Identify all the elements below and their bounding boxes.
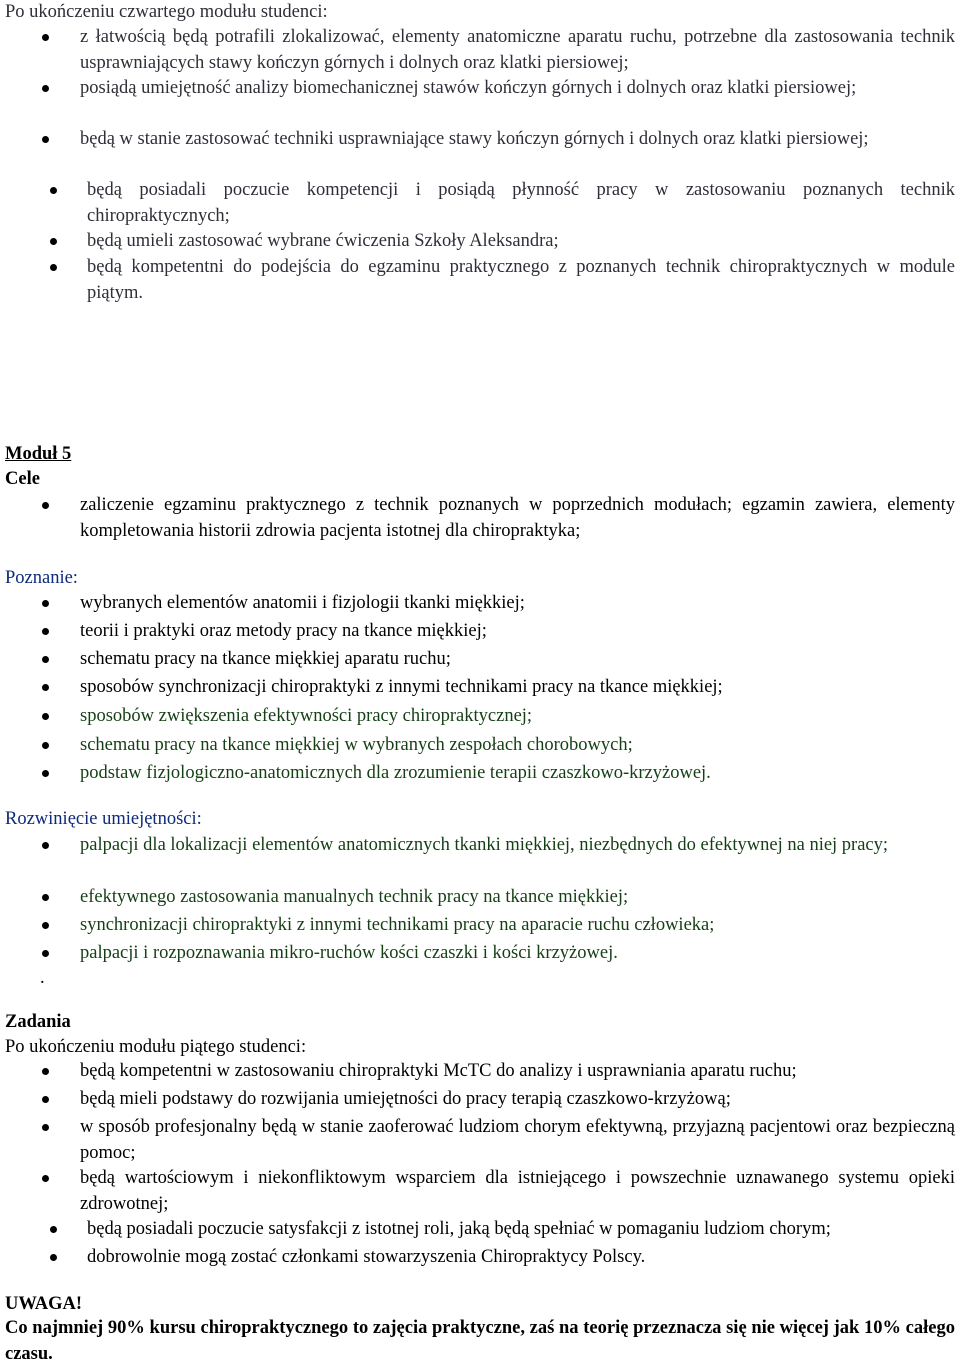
note-text: Co najmniej 90% kursu chiropraktycznego to zajęcia praktyczne, zaś na teorię przeznacza się nie więcej jak 10% całego czasu. xyxy=(5,1318,955,1364)
poznanie-list xyxy=(0,591,955,789)
bullet-icon xyxy=(42,1068,49,1075)
list-item: podstaw fizjologiczno-anatomicznych dla zrozumienie terapii czaszkowo-krzyżowej. xyxy=(0,761,955,789)
bullet-icon xyxy=(42,894,49,901)
bullet-icon xyxy=(50,238,57,245)
zadania-list xyxy=(0,1059,955,1273)
list-item: będą mieli podstawy do rozwijania umiejętności do pracy terapią czaszkowo-krzyżową; xyxy=(0,1087,955,1115)
module5-title: Moduł 5 xyxy=(5,444,72,464)
list-item: będą umieli zastosować wybrane ćwiczenia Szkoły Aleksandra; xyxy=(0,229,955,255)
list-item: będą kompetentni w zastosowaniu chiropraktyki McTC do analizy i usprawniania aparatu ruchu; xyxy=(0,1059,955,1087)
list-item: posiądą umiejętność analizy biomechanicznej stawów kończyn górnych i dolnych oraz klatki piersiowej; xyxy=(0,76,955,127)
cele-list xyxy=(0,493,955,544)
bullet-icon xyxy=(42,34,49,41)
list-item: zaliczenie egzaminu praktycznego z technik poznanych w poprzednich modułach; egzamin zawiera, elementy kompletowania historii zdrowia pacjenta istotnej dla chiropraktyka; xyxy=(0,493,955,544)
bullet-icon xyxy=(42,600,49,607)
bullet-icon xyxy=(42,85,49,92)
bullet-icon xyxy=(42,684,49,691)
bullet-icon xyxy=(42,922,49,929)
list-item: sposobów zwiększenia efektywności pracy chiropraktycznej; xyxy=(0,704,955,733)
module4-list xyxy=(0,25,955,306)
list-item: synchronizacji chiropraktyki z innymi technikami pracy na aparacie ruchu człowieka; xyxy=(0,913,955,941)
bullet-icon xyxy=(50,1226,57,1233)
bullet-icon xyxy=(42,1124,49,1131)
bullet-icon xyxy=(42,136,49,143)
list-item: dobrowolnie mogą zostać członkami stowarzyszenia Chiropraktycy Polscy. xyxy=(0,1245,955,1273)
zadania-heading: Zadania xyxy=(5,1012,71,1032)
list-item: wybranych elementów anatomii i fizjologii tkanki miękkiej; xyxy=(0,591,955,619)
module4-intro: Po ukończeniu czwartego modułu studenci: xyxy=(5,2,328,22)
list-item: sposobów synchronizacji chiropraktyki z innymi technikami pracy na tkance miękkiej; xyxy=(0,675,955,704)
zadania-intro: Po ukończeniu modułu piątego studenci: xyxy=(5,1037,307,1057)
bullet-icon xyxy=(42,1175,49,1182)
bullet-icon xyxy=(42,1096,49,1103)
list-item: palpacji i rozpoznawania mikro-ruchów kości czaszki i kości krzyżowej. xyxy=(0,941,955,969)
rozwiniecie-heading: Rozwinięcie umiejętności: xyxy=(5,809,202,829)
stray-dot: . xyxy=(40,968,45,988)
bullet-icon xyxy=(50,264,57,271)
poznanie-heading: Poznanie: xyxy=(5,568,78,588)
list-item: schematu pracy na tkance miękkiej w wybranych zespołach chorobowych; xyxy=(0,733,955,761)
bullet-icon xyxy=(42,742,49,749)
list-item: będą posiadali poczucie kompetencji i posiądą płynność pracy w zastosowaniu poznanych technik chiropraktycznych; xyxy=(0,178,955,229)
list-item: schematu pracy na tkance miękkiej aparatu ruchu; xyxy=(0,647,955,675)
bullet-icon xyxy=(42,770,49,777)
list-item: palpacji dla lokalizacji elementów anatomicznych tkanki miękkiej, niezbędnych do efektywnej na niej pracy; xyxy=(0,833,955,885)
bullet-icon xyxy=(50,187,57,194)
bullet-icon xyxy=(42,950,49,957)
rozwiniecie-list xyxy=(0,833,955,969)
list-item: teorii i praktyki oraz metody pracy na tkance miękkiej; xyxy=(0,619,955,647)
list-item: będą posiadali poczucie satysfakcji z istotnej roli, jaką będą spełniać w pomaganiu ludziom chorym; xyxy=(0,1217,955,1245)
list-item: będą w stanie zastosować techniki usprawniające stawy kończyn górnych i dolnych oraz klatki piersiowej; xyxy=(0,127,955,178)
bullet-icon xyxy=(42,842,49,849)
list-item: będą kompetentni do podejścia do egzaminu praktycznego z poznanych technik chiropraktycznych w module piątym. xyxy=(0,255,955,306)
bullet-icon xyxy=(42,656,49,663)
list-item: będą wartościowym i niekonfliktowym wsparciem dla istniejącego i powszechnie uznawanego systemu opieki zdrowotnej; xyxy=(0,1166,955,1217)
list-item: w sposób profesjonalny będą w stanie zaoferować ludziom chorym efektywną, przyjazną pacjentowi oraz bezpieczną pomoc; xyxy=(0,1115,955,1166)
bullet-icon xyxy=(42,713,49,720)
bullet-icon xyxy=(42,502,49,509)
list-item: z łatwością będą potrafili zlokalizować, elementy anatomiczne aparatu ruchu, potrzebne dla zastosowania technik usprawniających stawy kończyn górnych i dolnych oraz klatki piersiowej; xyxy=(0,25,955,76)
list-item: efektywnego zastosowania manualnych technik pracy na tkance miękkiej; xyxy=(0,885,955,913)
cele-heading: Cele xyxy=(5,469,40,489)
note-heading: UWAGA! xyxy=(5,1294,83,1314)
bullet-icon xyxy=(50,1254,57,1261)
bullet-icon xyxy=(42,628,49,635)
